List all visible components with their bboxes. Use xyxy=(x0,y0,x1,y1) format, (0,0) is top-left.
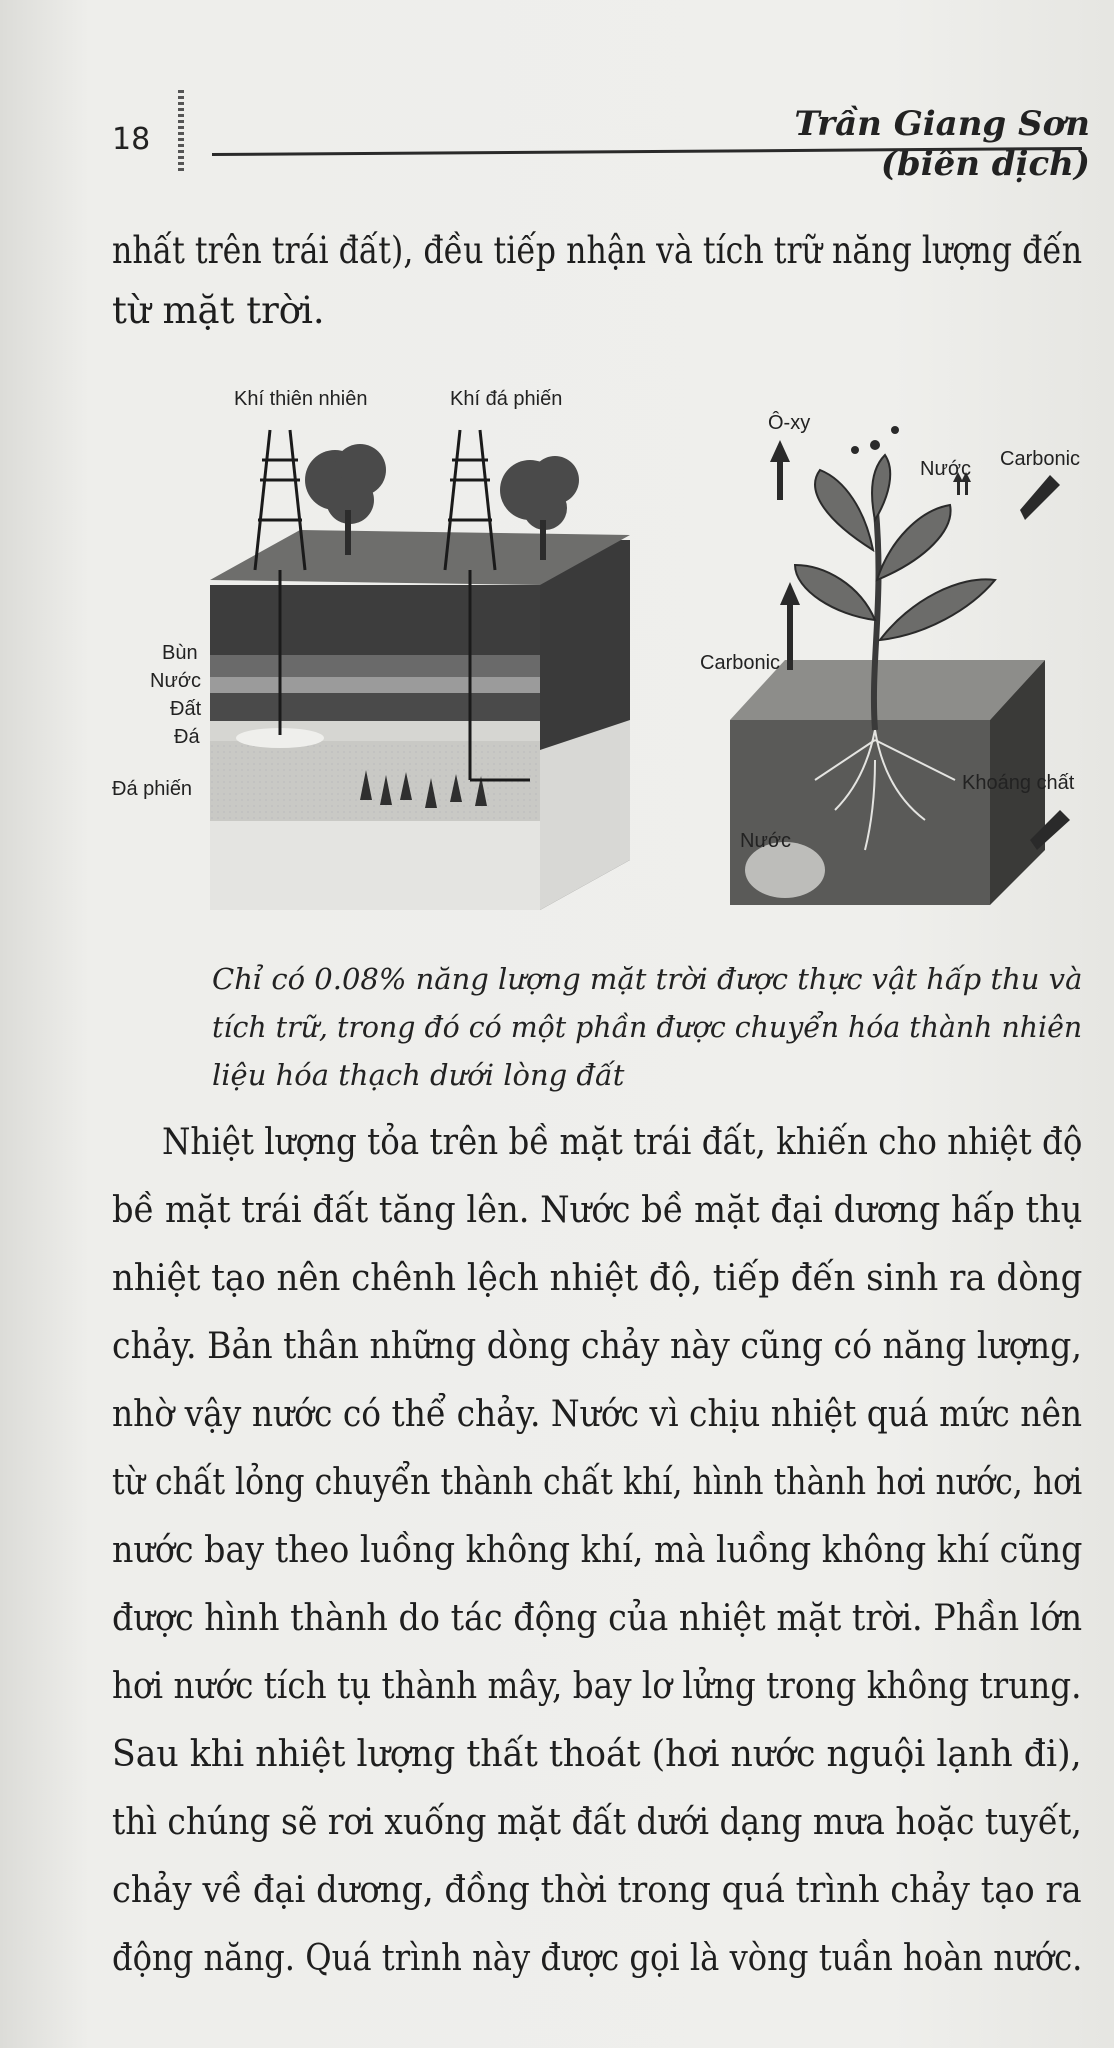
body-line: nước bay theo luồng không khí, mà luồng không khí cũng xyxy=(112,1530,1083,1571)
layer-label-water: Nước xyxy=(150,670,201,692)
figure-caption-line: liệu hóa thạch dưới lòng đất xyxy=(212,1058,625,1092)
intro-line: từ mặt trời. xyxy=(112,289,325,332)
layer-label-rock: Đá xyxy=(174,726,200,748)
label-carbonic-top: Carbonic xyxy=(1000,448,1081,470)
layer-label-mud: Bùn xyxy=(162,642,198,664)
body-line: được hình thành do tác động của nhiệt mặt trời. Phần lớn xyxy=(112,1598,1083,1639)
body-line: nhờ vậy nước có thể chảy. Nước vì chịu nhiệt quá mức nên xyxy=(112,1394,1083,1435)
intro-line: nhất trên trái đất), đều tiếp nhận và tích trữ năng lượng đến xyxy=(112,229,1083,272)
figure-caption-line: tích trữ, trong đó có một phần được chuyển hóa thành nhiên xyxy=(212,1010,1083,1044)
label-natural-gas: Khí thiên nhiên xyxy=(234,388,368,410)
layer-label-shale: Đá phiến xyxy=(112,778,193,800)
layer-label-soil: Đất xyxy=(170,698,202,720)
body-line: Sau khi nhiệt lượng thất thoát (hơi nước nguội lạnh đi), xyxy=(112,1734,1082,1775)
label-carbonic-side: Carbonic xyxy=(700,652,781,674)
figure-caption-line: Chỉ có 0.08% năng lượng mặt trời được thực vật hấp thu và xyxy=(212,962,1083,996)
label-oxygen: Ô-xy xyxy=(768,412,811,434)
body-line: hơi nước tích tụ thành mây, bay lơ lửng trong không trung. xyxy=(112,1666,1082,1707)
label-shale-gas: Khí đá phiến xyxy=(450,388,563,410)
body-line: động năng. Quá trình này được gọi là vòng tuần hoàn nước. xyxy=(112,1938,1083,1979)
body-line: từ chất lỏng chuyển thành chất khí, hình thành hơi nước, hơi xyxy=(112,1462,1083,1503)
body-line: thì chúng sẽ rơi xuống mặt đất dưới dạng mưa hoặc tuyết, xyxy=(112,1802,1082,1843)
body-line: bề mặt trái đất tăng lên. Nước bề mặt đại dương hấp thụ xyxy=(112,1190,1083,1231)
page-number: 18 xyxy=(112,122,151,157)
body-line: chảy về đại dương, đồng thời trong quá trình chảy tạo ra xyxy=(112,1870,1082,1911)
label-water-soil: Nước xyxy=(740,830,791,852)
running-head: Trần Giang Sơn (biên dịch) xyxy=(794,104,1090,184)
label-minerals: Khoáng chất xyxy=(962,772,1075,794)
header-ornament xyxy=(178,90,184,172)
body-line: Nhiệt lượng tỏa trên bề mặt trái đất, khiến cho nhiệt độ xyxy=(162,1122,1083,1163)
body-line: nhiệt tạo nên chênh lệch nhiệt độ, tiếp đến sinh ra dòng xyxy=(112,1258,1083,1299)
geology-illustration xyxy=(210,420,650,915)
body-line: chảy. Bản thân những dòng chảy này cũng có năng lượng, xyxy=(112,1326,1082,1367)
label-water-top: Nước xyxy=(920,458,971,480)
